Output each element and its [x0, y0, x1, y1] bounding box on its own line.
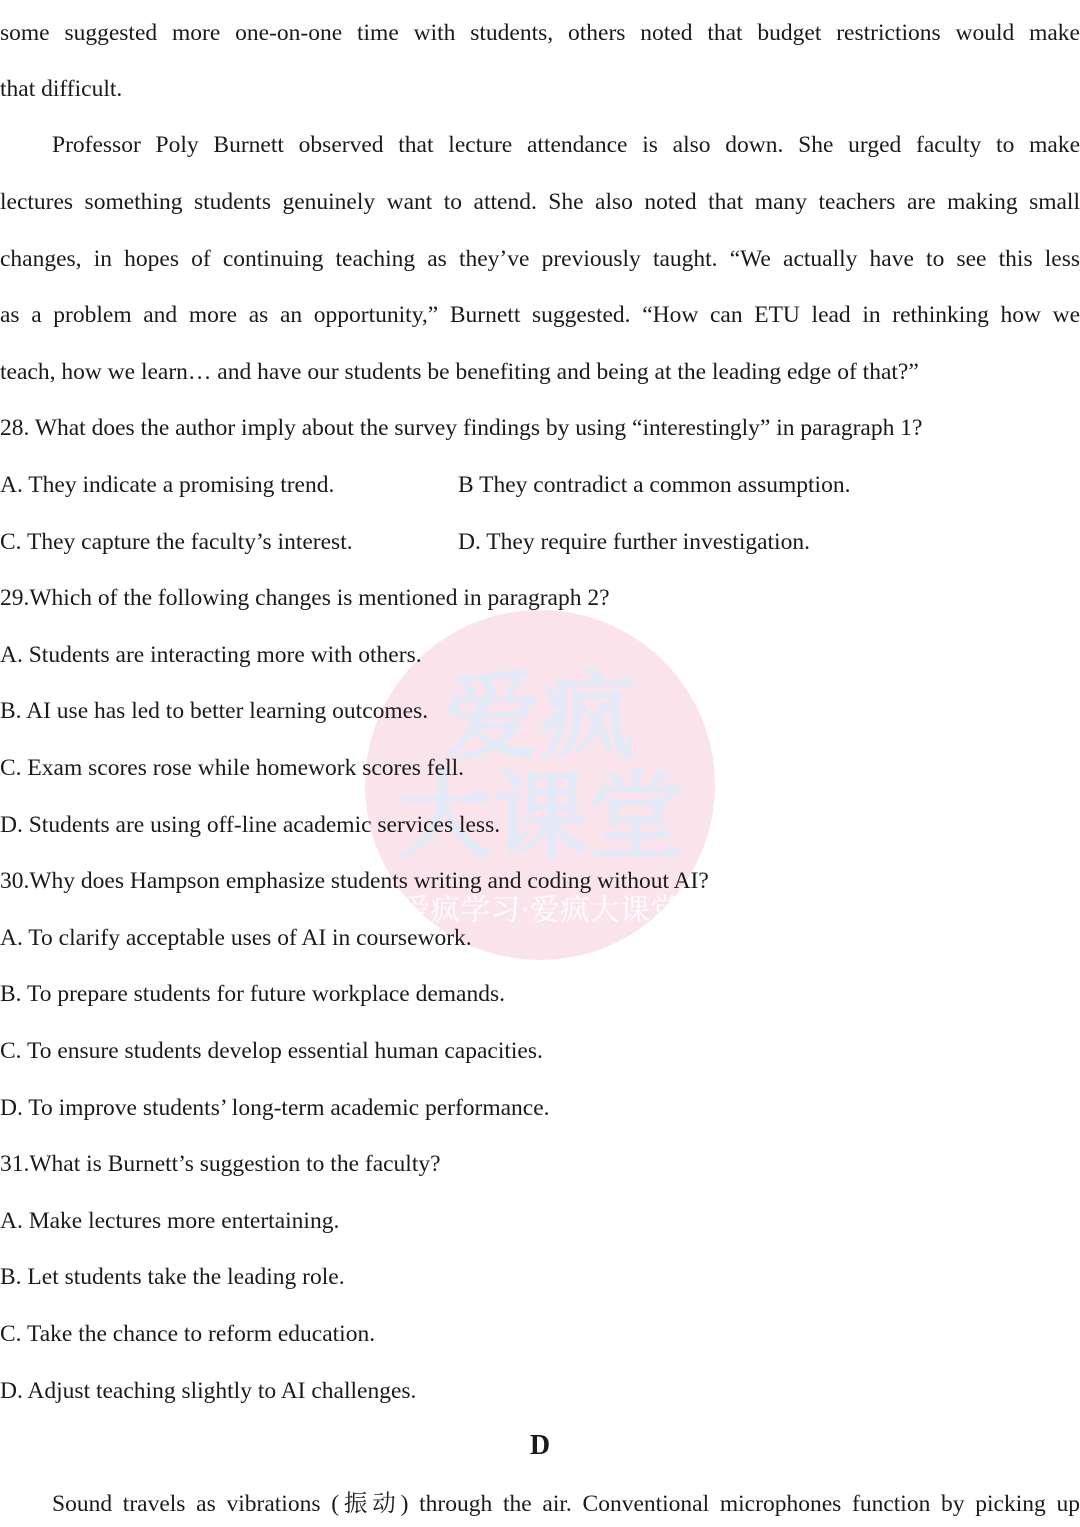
passage-line: some suggested more one-on-one time with students, others noted that budget restrictions would make: [0, 20, 1080, 46]
question-31-option-d: D. Adjust teaching slightly to AI challenges.: [0, 1378, 417, 1404]
passage-line: lectures something students genuinely want to attend. She also noted that many teachers are making small: [0, 189, 1080, 215]
watermark-ring-text: 爱疯学习·爱疯大课堂: [400, 893, 680, 928]
passage-line: that difficult.: [0, 76, 123, 102]
question-31-option-b: B. Let students take the leading role.: [0, 1264, 345, 1290]
section-d-line: Sound travels as vibrations (振动) through the air. Conventional microphones function by picking up: [52, 1491, 1080, 1517]
question-29-option-d: D. Students are using off-line academic services less.: [0, 812, 501, 838]
passage-line: Professor Poly Burnett observed that lecture attendance is also down. She urged faculty to make: [52, 132, 1080, 158]
question-30-option-b: B. To prepare students for future workplace demands.: [0, 981, 505, 1007]
question-30-option-c: C. To ensure students develop essential human capacities.: [0, 1038, 543, 1064]
watermark-text-bottom: 大课堂: [396, 761, 684, 873]
section-d-heading: D: [529, 1430, 551, 1461]
question-31-stem: 31.What is Burnett’s suggestion to the faculty?: [0, 1151, 441, 1177]
passage-line: changes, in hopes of continuing teaching as they’ve previously taught. “We actually have to see this less: [0, 246, 1080, 272]
question-29-option-c: C. Exam scores rose while homework scores fell.: [0, 755, 464, 781]
question-31-option-c: C. Take the chance to reform education.: [0, 1321, 376, 1347]
question-28-option-b: B They contradict a common assumption.: [458, 472, 851, 498]
question-30-stem: 30.Why does Hampson emphasize students writing and coding without AI?: [0, 868, 709, 894]
passage-line: teach, how we learn… and have our students be benefiting and being at the leading edge of that?”: [0, 359, 919, 385]
question-28-options-row2: [0, 527, 1080, 557]
question-28-option-c: C. They capture the faculty’s interest.: [0, 529, 353, 555]
question-28-option-a: A. They indicate a promising trend.: [0, 472, 335, 498]
question-28-stem: 28. What does the author imply about the survey findings by using “interestingly” in paragraph 1?: [0, 415, 923, 441]
watermark-text-top: 爱疯: [444, 661, 636, 773]
question-30-option-d: D. To improve students’ long-term academic performance.: [0, 1095, 550, 1121]
question-28-options-row1: [0, 470, 1080, 500]
question-29-option-b: B. AI use has led to better learning outcomes.: [0, 698, 429, 724]
question-31-option-a: A. Make lectures more entertaining.: [0, 1208, 340, 1234]
question-30-option-a: A. To clarify acceptable uses of AI in coursework.: [0, 925, 472, 951]
question-28-option-d: D. They require further investigation.: [458, 529, 810, 555]
question-29-option-a: A. Students are interacting more with others.: [0, 642, 422, 668]
passage-line: as a problem and more as an opportunity,” Burnett suggested. “How can ETU lead in rethinking how we: [0, 302, 1080, 328]
question-29-stem: 29.Which of the following changes is mentioned in paragraph 2?: [0, 585, 610, 611]
